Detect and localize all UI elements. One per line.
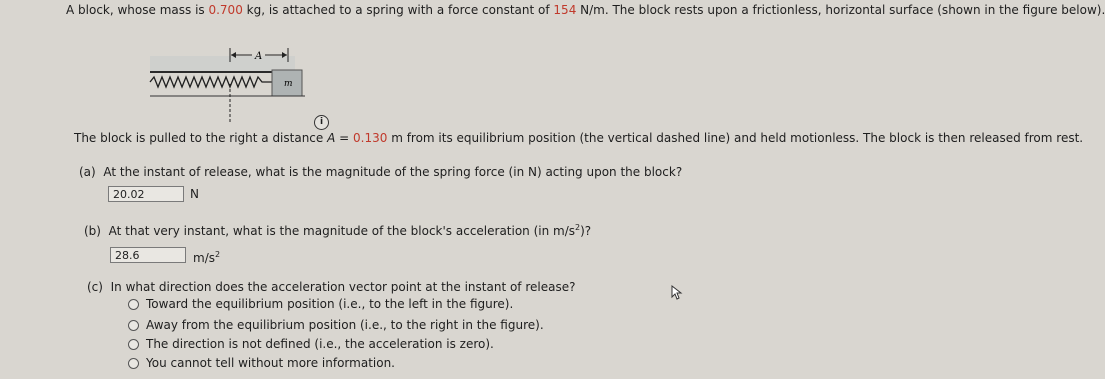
problem-setup	[74, 131, 1083, 145]
part-c-text: In what direction does the acceleration vector point at the instant of release?	[110, 280, 576, 294]
setup-text-b: m from its equilibrium position (the vertical dashed line) and held motionless. The block is then released from rest.	[387, 131, 1084, 145]
block-label: m	[284, 79, 293, 89]
intro-text-a: A block, whose mass is	[66, 3, 209, 17]
info-icon[interactable]: i	[314, 115, 329, 130]
part-b-unit-sup: 2	[214, 250, 221, 259]
part-b-answer-input[interactable]: 28.6	[110, 247, 186, 263]
part-b-sup: 2	[575, 223, 581, 232]
option-cannot-tell-label[interactable]: You cannot tell without more information.	[146, 356, 395, 370]
part-a-label: (a)	[79, 165, 96, 179]
option-away-label[interactable]: Away from the equilibrium position (i.e., to the right in the figure).	[146, 318, 544, 332]
part-a-answer-input[interactable]: 20.02	[108, 186, 184, 202]
option-toward-radio[interactable]	[128, 299, 139, 310]
part-a-text: At the instant of release, what is the magnitude of the spring force (in N) acting upon the block?	[103, 165, 683, 179]
part-b-text-a: At that very instant, what is the magnitude of the block's acceleration (in m/s	[108, 224, 576, 238]
part-b-unit-base: m/s	[193, 251, 215, 265]
setup-text-a: The block is pulled to the right a distance	[74, 131, 328, 145]
part-b-label: (b)	[84, 224, 101, 238]
mouse-cursor-icon	[672, 285, 682, 304]
part-c-label: (c)	[87, 280, 103, 294]
part-a-unit: N	[190, 187, 199, 201]
distance-value: 0.130	[353, 131, 388, 145]
option-toward-label[interactable]: Toward the equilibrium position (i.e., to the left in the figure).	[146, 297, 514, 311]
option-undefined-radio[interactable]	[128, 339, 139, 350]
setup-variable: A =	[327, 131, 354, 145]
option-cannot-tell-radio[interactable]	[128, 358, 139, 369]
intro-text-c: N/m. The block rests upon a frictionless, horizontal surface (shown in the figure below).	[576, 3, 1105, 17]
k-value: 154	[553, 3, 577, 17]
option-away-radio[interactable]	[128, 320, 139, 331]
part-b-question	[84, 221, 591, 238]
part-a-question	[79, 165, 682, 179]
distance-label: A	[255, 51, 263, 62]
spring-diagram	[150, 44, 330, 129]
option-undefined-label[interactable]: The direction is not defined (i.e., the acceleration is zero).	[146, 337, 494, 351]
intro-text-b: kg, is attached to a spring with a force constant of	[242, 3, 554, 17]
problem-intro	[66, 3, 1105, 17]
part-b-unit	[193, 248, 220, 265]
spring-block-figure	[150, 44, 330, 129]
part-c-question	[87, 280, 575, 294]
part-b-text-b: )?	[580, 224, 592, 238]
mass-value: 0.700	[208, 3, 243, 17]
